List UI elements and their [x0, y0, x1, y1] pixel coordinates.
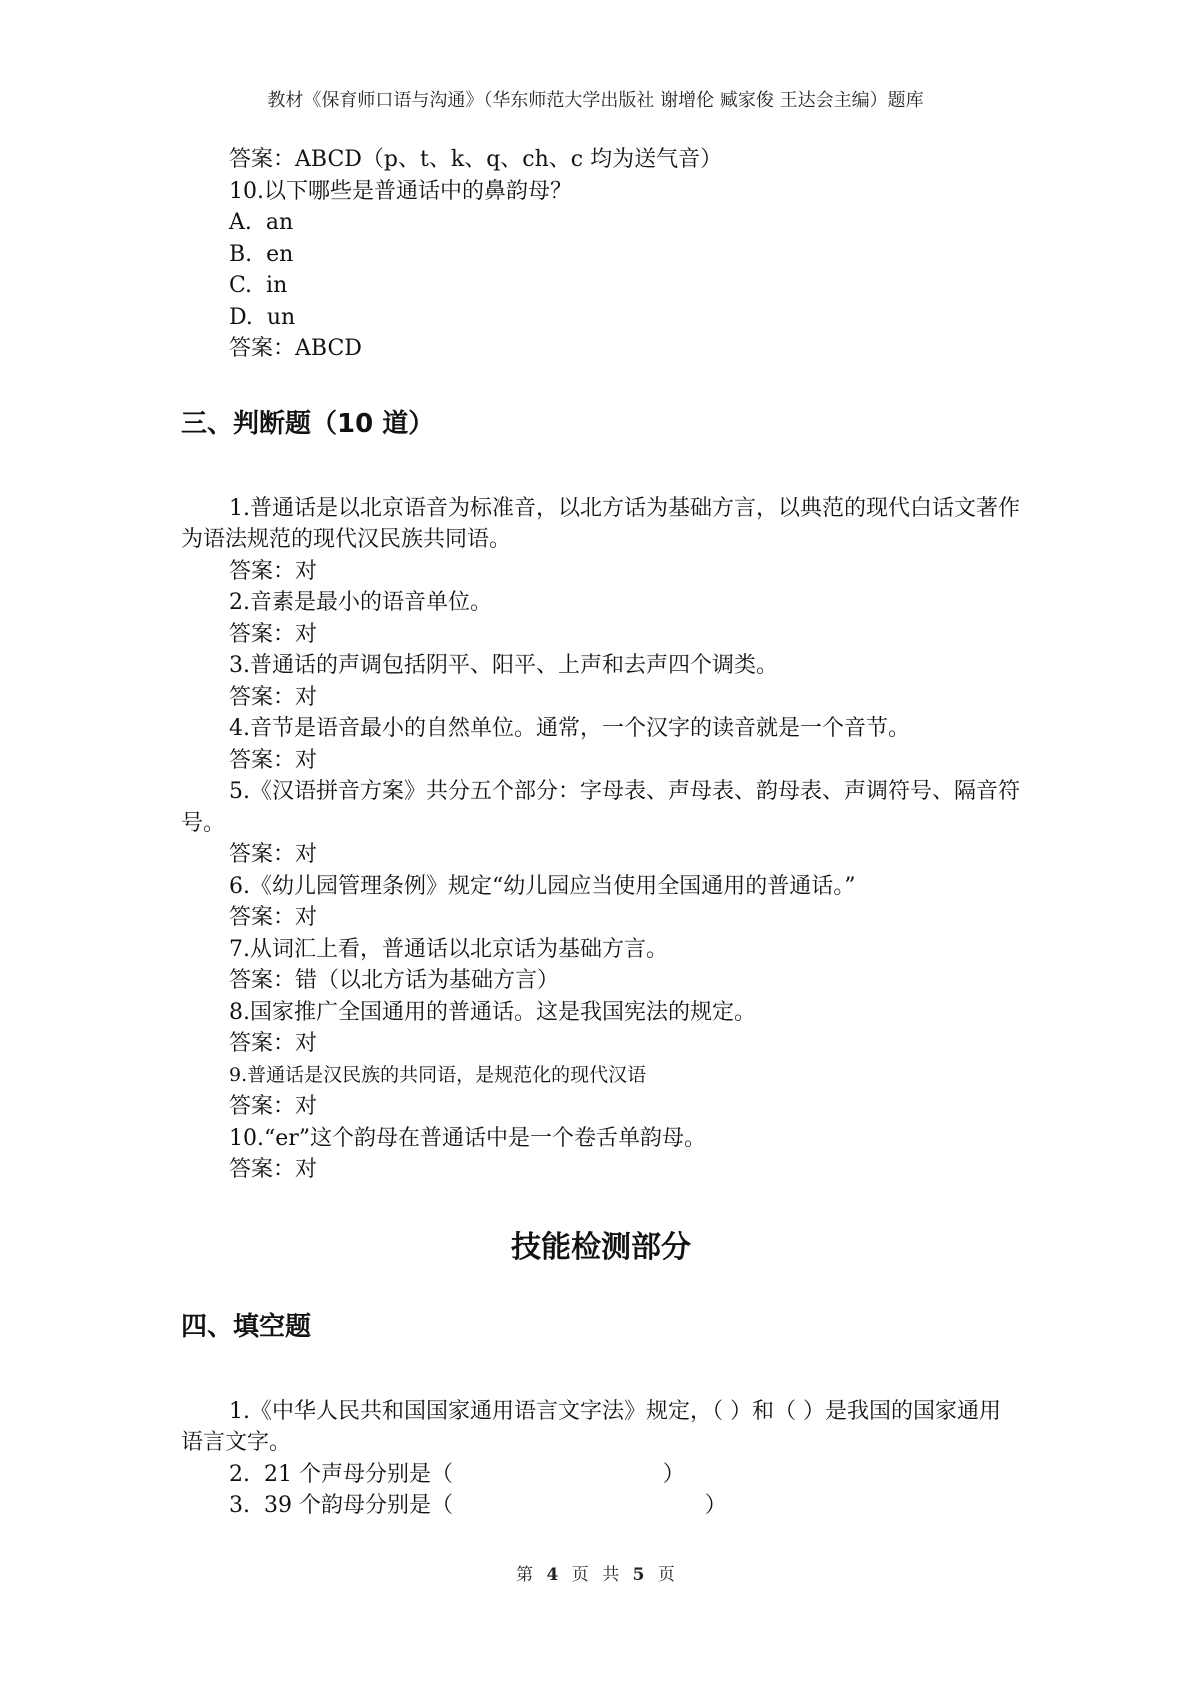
footer-mid: 页 共 — [571, 1565, 620, 1585]
tf-answer-4: 答案：对 — [229, 747, 318, 773]
footer-suffix: 页 — [657, 1565, 675, 1585]
tf-question-1: 1.普通话是以北京语音为标准音，以北方话为基础方言，以典范的现代白话文著作为语法规范的现代汉民族共同语。 — [181, 495, 1020, 552]
tf-question-8: 8.国家推广全国通用的普通话。这是我国宪法的规定。 — [229, 999, 756, 1025]
section-3-title: 三、判断题（10 道） — [181, 408, 435, 439]
page-header: 教材《保育师口语与沟通》（华东师范大学出版社 谢增伦 臧家俊 王达会主编）题库 — [267, 90, 924, 111]
tf-question-10: 10.“er”这个韵母在普通话中是一个卷舌单韵母。 — [229, 1125, 707, 1151]
question-10: 10.以下哪些是普通话中的鼻韵母？ — [229, 178, 572, 204]
document-body — [181, 144, 1021, 1522]
page-footer — [0, 1560, 1191, 1585]
part-title: 技能检测部分 — [511, 1229, 691, 1265]
tf-answer-2: 答案：对 — [229, 621, 318, 647]
tf-answer-7: 答案：错（以北方话为基础方言） — [229, 968, 560, 993]
tf-question-7: 7.从词汇上看，普通话以北京话为基础方言。 — [229, 936, 668, 962]
tf-question-3: 3.普通话的声调包括阴平、阳平、上声和去声四个调类。 — [229, 653, 778, 678]
tf-answer-10: 答案：对 — [229, 1157, 318, 1182]
tf-question-9: 9.普通话是汉民族的共同语，是规范化的现代汉语 — [229, 1063, 647, 1086]
option-c: C. in — [229, 273, 288, 298]
page-total: 5 — [632, 1565, 645, 1585]
footer-prefix: 第 — [516, 1565, 534, 1585]
tf-answer-6: 答案：对 — [229, 905, 318, 930]
section-4-title: 四、填空题 — [181, 1311, 312, 1342]
tf-answer-8: 答案：对 — [229, 1031, 318, 1056]
fill-question-1: 1.《中华人民共和国国家通用语言文字法》规定，（ ）和（ ）是我国的国家通用语言文字。 — [181, 1398, 1001, 1455]
fill-question-2: 2. 21 个声母分别是（ ） — [229, 1461, 685, 1487]
page-number: 4 — [546, 1565, 559, 1585]
tf-answer-9: 答案：对 — [229, 1094, 318, 1119]
fill-question-3: 3. 39 个韵母分别是（ ） — [229, 1493, 727, 1518]
option-a: A. an — [229, 210, 294, 235]
option-d: D. un — [229, 304, 296, 330]
previous-answer: 答案：ABCD（p、t、k、q、ch、c 均为送气音） — [229, 147, 723, 172]
tf-answer-1: 答案：对 — [229, 558, 318, 584]
tf-question-5: 5.《汉语拼音方案》共分五个部分：字母表、声母表、韵母表、声调符号、隔音符号。 — [181, 779, 1020, 836]
tf-answer-3: 答案：对 — [229, 684, 318, 710]
tf-question-6: 6.《幼儿园管理条例》规定“幼儿园应当使用全国通用的普通话。” — [229, 873, 856, 899]
option-b: B. en — [229, 241, 294, 267]
tf-answer-5: 答案：对 — [229, 842, 318, 867]
question-10-answer: 答案：ABCD — [229, 336, 362, 361]
tf-question-2: 2.音素是最小的语音单位。 — [229, 590, 492, 615]
tf-question-4: 4.音节是语音最小的自然单位。通常，一个汉字的读音就是一个音节。 — [229, 716, 910, 741]
